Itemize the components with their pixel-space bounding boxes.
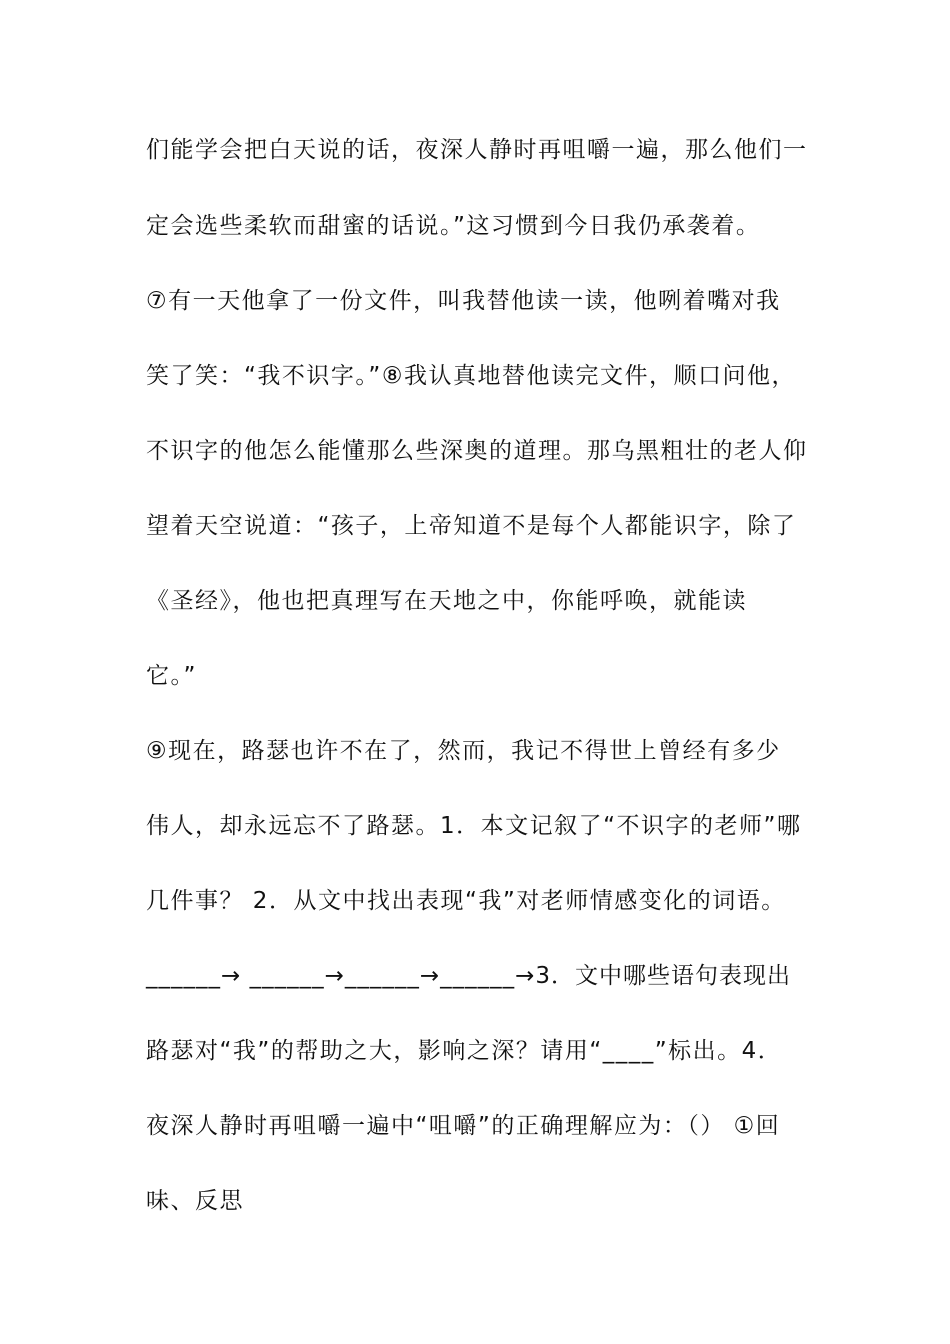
text-line-5: 不识字的他怎么能懂那么些深奥的道理。那乌黑粗壮的老人仰 [146, 438, 808, 464]
text-line-6: 望着天空说道：“孩子，上帝知道不是每个人都能识字，除了 [146, 513, 797, 539]
text-line-7: 《圣经》，他也把真理写在天地之中，你能呼唤，就能读 [146, 588, 747, 614]
text-line-3: ⑦有一天他拿了一份文件，叫我替他读一读，他咧着嘴对我 [146, 288, 781, 314]
text-line-13: 路瑟对“我”的帮助之大，影响之深？请用“____”标出。4． [146, 1038, 783, 1064]
text-line-9: ⑨现在，路瑟也许不在了，然而，我记不得世上曾经有多少 [146, 738, 781, 764]
text-line-11: 几件事？ 2．从文中找出表现“我”对老师情感变化的词语。 [146, 888, 786, 914]
text-line-15: 味、反思 [146, 1188, 244, 1214]
text-line-2: 定会选些柔软而甜蜜的话说。”这习惯到今日我仍承袭着。 [146, 213, 761, 239]
text-line-4: 笑了笑：“我不识字。”⑧我认真地替他读完文件，顺口问他， [146, 363, 796, 389]
text-line-1: 们能学会把白天说的话，夜深人静时再咀嚼一遍，那么他们一 [146, 137, 808, 163]
text-line-10: 伟人，却永远忘不了路瑟。1．本文记叙了“不识字的老师”哪 [146, 813, 802, 839]
text-line-8: 它。” [146, 663, 197, 689]
text-line-14: 夜深人静时再咀嚼一遍中“咀嚼”的正确理解应为：（） ①回 [146, 1113, 781, 1139]
text-line-12: ______→ ______→______→______→3．文中哪些语句表现出 [146, 963, 792, 989]
